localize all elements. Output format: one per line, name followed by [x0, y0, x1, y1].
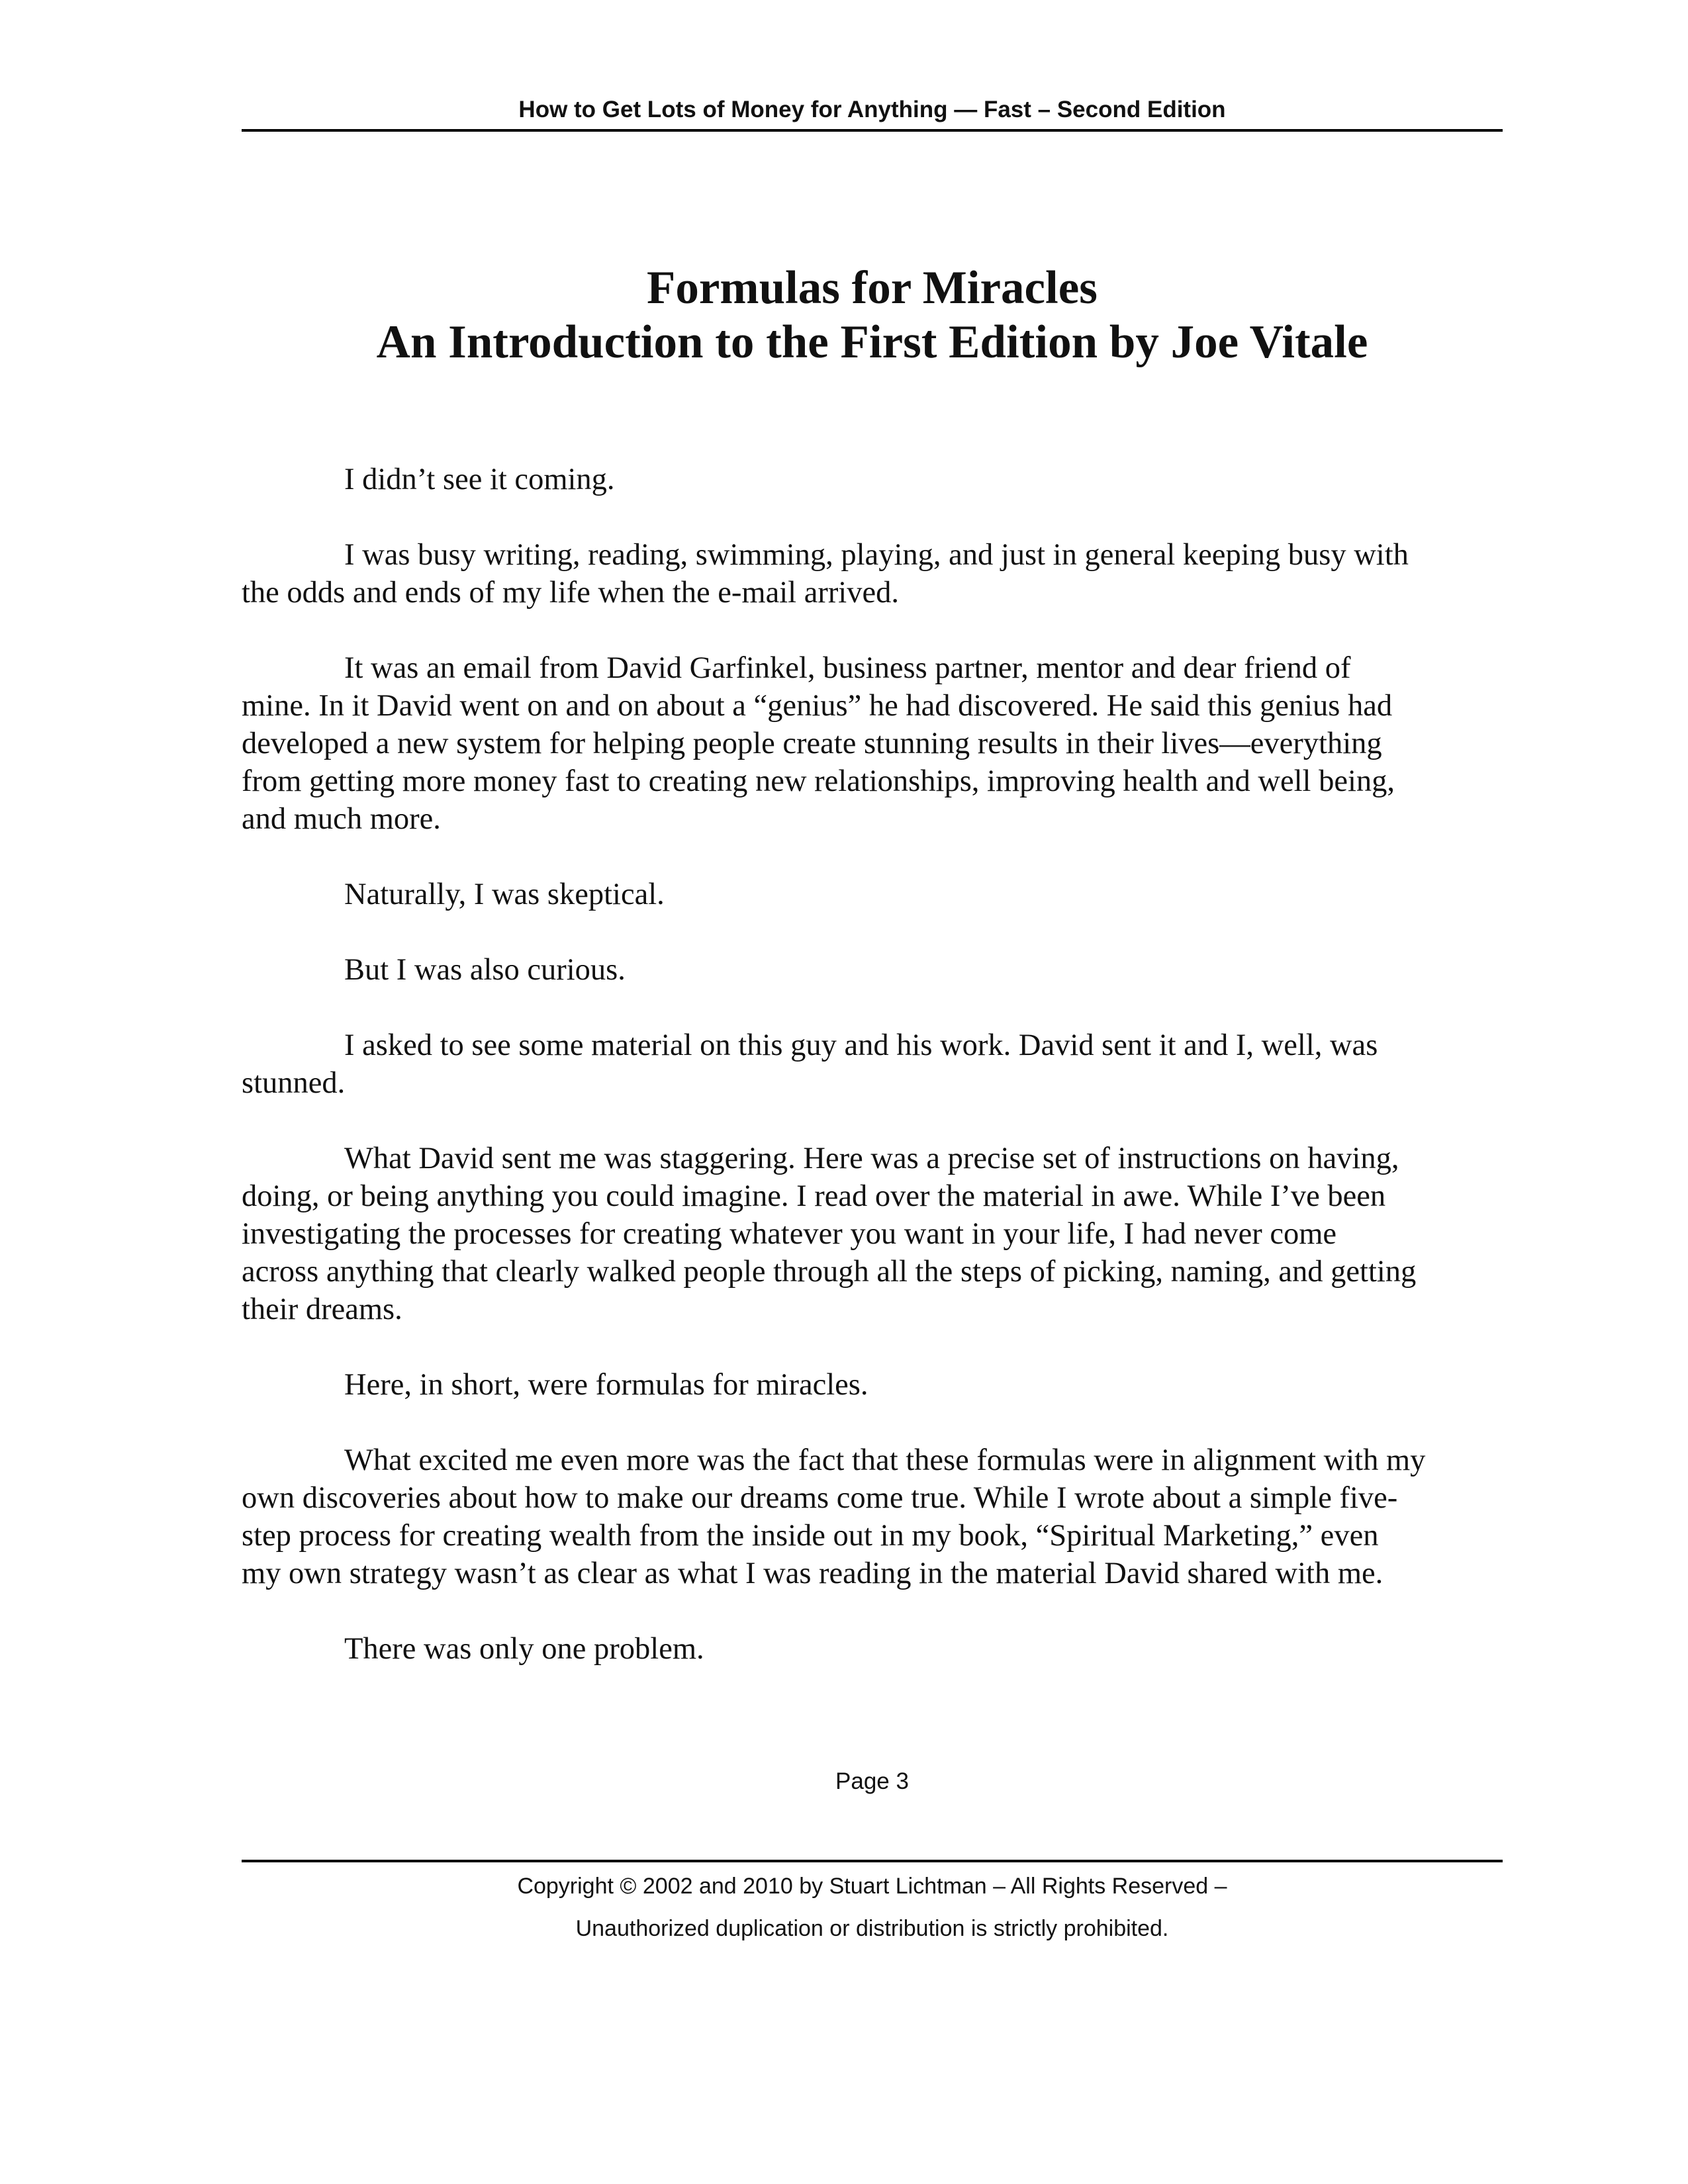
paragraph-line: I didn’t see it coming.: [344, 463, 615, 496]
paragraph: [242, 951, 1503, 989]
paragraph-line: I asked to see some material on this guy and his work. David sent it and I, well, was: [344, 1028, 1378, 1062]
paragraph-line: step process for creating wealth from the inside out in my book, “Spiritual Marketing,” even: [242, 1519, 1379, 1553]
header-rule: [242, 129, 1503, 132]
paragraph: [242, 1441, 1503, 1592]
paragraph-line: Naturally, I was skeptical.: [344, 878, 665, 911]
chapter-title-line-2: An Introduction to the First Edition by Joe Vitale: [376, 316, 1368, 368]
paragraph: [242, 536, 1503, 612]
chapter-title-line-1: Formulas for Miracles: [647, 262, 1098, 314]
paragraph-line: But I was also curious.: [344, 953, 626, 987]
footer: [242, 1865, 1503, 1950]
paragraph: [242, 876, 1503, 913]
paragraph-line: my own strategy wasn’t as clear as what I was reading in the material David shared with me.: [242, 1557, 1383, 1590]
body-text: [242, 461, 1503, 1706]
distribution-notice: Unauthorized duplication or distribution is strictly prohibited.: [575, 1916, 1169, 1941]
paragraph-line: There was only one problem.: [344, 1632, 704, 1666]
paragraph-line: It was an email from David Garfinkel, business partner, mentor and dear friend of: [344, 651, 1351, 685]
paragraph-line: doing, or being anything you could imagine. I read over the material in awe. While I’ve been: [242, 1179, 1386, 1213]
paragraph-line: developed a new system for helping people create stunning results in their lives—everything: [242, 727, 1382, 760]
paragraph-line: their dreams.: [242, 1293, 402, 1326]
paragraph: [242, 461, 1503, 498]
paragraph: [242, 1366, 1503, 1404]
paragraph-line: What excited me even more was the fact that these formulas were in alignment with my: [344, 1443, 1426, 1477]
paragraph-line: Here, in short, were formulas for miracles.: [344, 1368, 868, 1402]
paragraph-line: own discoveries about how to make our dreams come true. While I wrote about a simple five-: [242, 1481, 1398, 1515]
paragraph: [242, 1026, 1503, 1102]
paragraph-line: from getting more money fast to creating new relationships, improving health and well being,: [242, 764, 1395, 798]
footer-rule: [242, 1860, 1503, 1862]
paragraph-line: across anything that clearly walked people through all the steps of picking, naming, and getting: [242, 1255, 1417, 1289]
paragraph: [242, 649, 1503, 838]
copyright-notice: Copyright © 2002 and 2010 by Stuart Lichtman – All Rights Reserved –: [517, 1874, 1227, 1899]
paragraph-line: investigating the processes for creating whatever you want in your life, I had never come: [242, 1217, 1337, 1251]
paragraph-line: I was busy writing, reading, swimming, playing, and just in general keeping busy with: [344, 538, 1409, 572]
paragraph: [242, 1630, 1503, 1668]
running-header: How to Get Lots of Money for Anything — Fast – Second Edition: [518, 97, 1226, 122]
paragraph-line: mine. In it David went on and on about a “genius” he had discovered. He said this genius had: [242, 689, 1393, 723]
paragraph-line: What David sent me was staggering. Here was a precise set of instructions on having,: [344, 1142, 1399, 1175]
chapter-title: [242, 261, 1503, 369]
page-number: Page 3: [835, 1768, 909, 1794]
paragraph-line: and much more.: [242, 802, 441, 836]
paragraph-line: stunned.: [242, 1066, 346, 1100]
paragraph-line: the odds and ends of my life when the e-mail arrived.: [242, 576, 899, 610]
paragraph: [242, 1140, 1503, 1328]
